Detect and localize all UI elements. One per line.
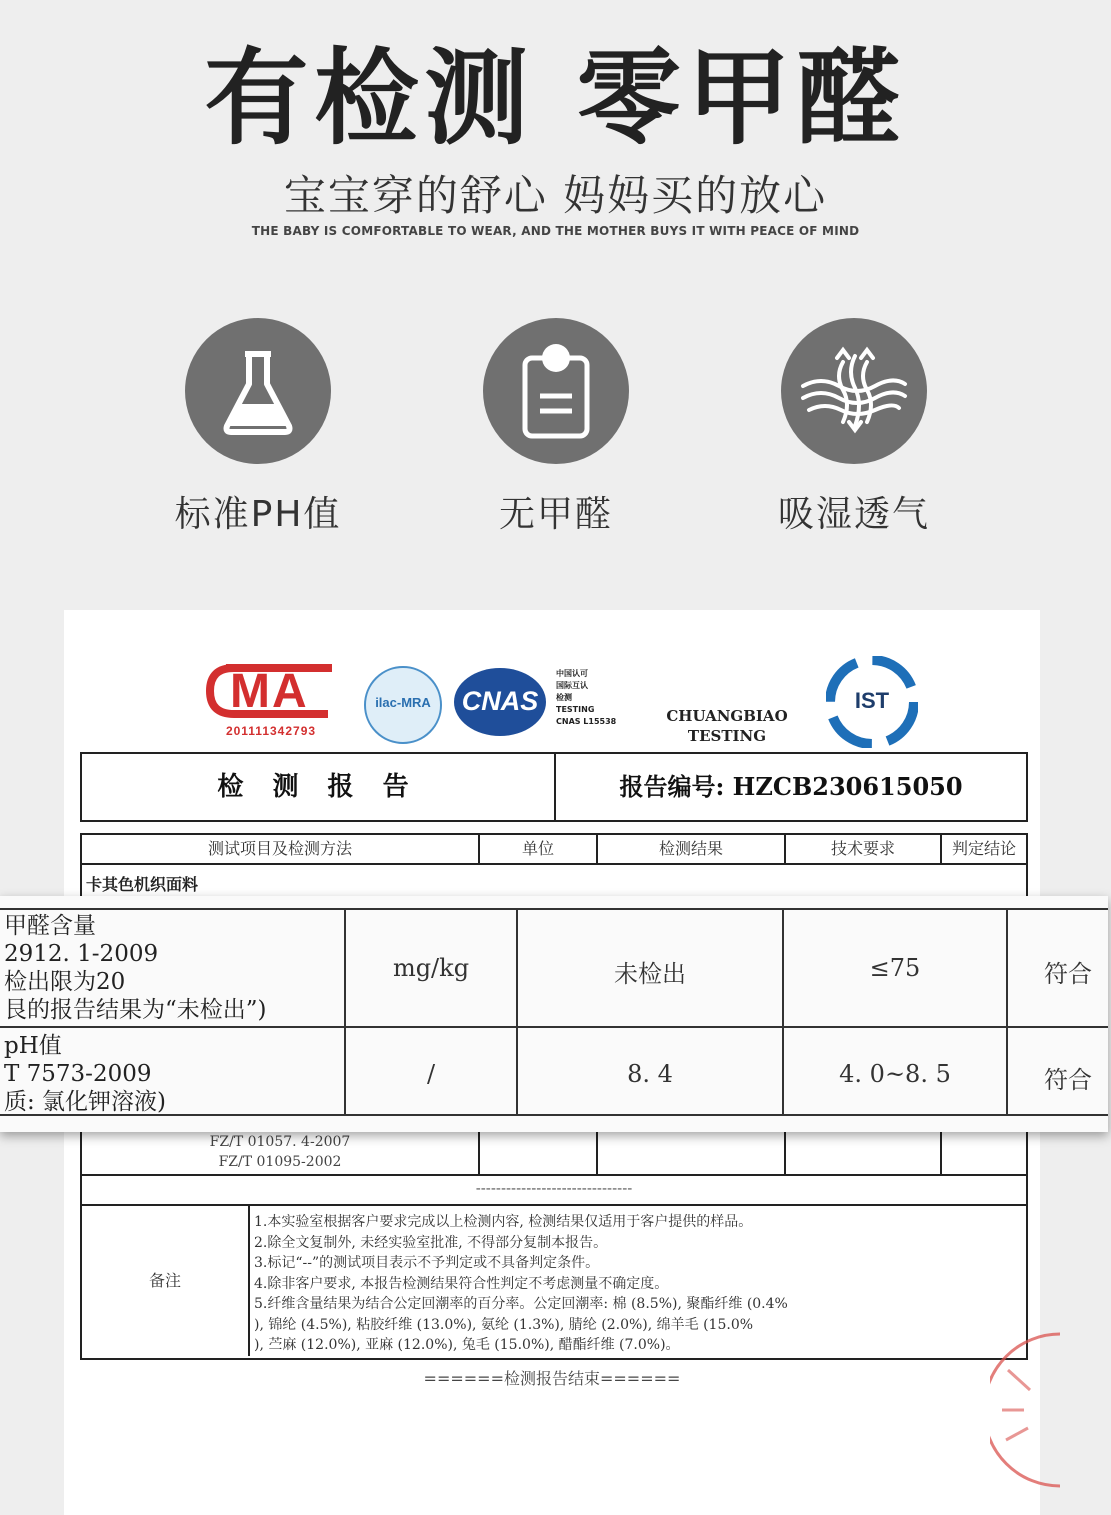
test-method: pH值 T 7573-2009 质: 氯化钾溶液): [4, 1033, 167, 1115]
feature-label: 吸湿透气: [777, 494, 930, 535]
cma-logo-text: MA: [230, 665, 309, 718]
remarks-label: 备注: [82, 1206, 250, 1356]
sample-name: 卡其色机织面料: [80, 865, 1028, 897]
verdict-cell: 符合: [1044, 960, 1092, 988]
column-header: 检测结果: [598, 835, 786, 863]
clipboard-icon: [483, 318, 629, 464]
row-line: [0, 908, 1108, 910]
requirement-cell: 4. 0~8. 5: [839, 1060, 951, 1088]
seal-stamp: [990, 1330, 1060, 1490]
feature-formaldehyde-free: [436, 318, 676, 537]
remark-line: 4.除非客户要求, 本报告检测结果符合性判定不考虑测量不确定度。: [254, 1275, 669, 1292]
cma-number: 201111342793: [225, 724, 317, 738]
unit-cell: mg/kg: [392, 954, 470, 982]
column-header: 判定结论: [951, 839, 1016, 858]
report-number: 报告编号: HZCB230615050: [619, 772, 963, 801]
ist-logo-text: IST: [854, 688, 890, 713]
hero-title: 有检测 零甲醛: [204, 37, 907, 159]
table-header: [80, 833, 1028, 865]
feature-breathable: [734, 318, 974, 537]
column-header: 技术要求: [786, 835, 942, 863]
separator-row: -------------------------------: [80, 1176, 1028, 1206]
feature-ph: [138, 318, 378, 537]
ist-logo: [826, 656, 918, 748]
remark-line: 5.纤维含量结果为结合公定回潮率的百分率。公定回潮率: 棉 (8.5%), 聚酯纤维 (0.4%: [254, 1296, 788, 1312]
ilac-logo: [364, 666, 442, 744]
row-line: [0, 1026, 1108, 1028]
airflow-icon: [781, 318, 927, 464]
report-title: 检 测 报 告: [217, 772, 419, 802]
ilac-logo-text: ilac-MRA: [375, 695, 431, 710]
feature-label: 标准PH值: [174, 494, 342, 535]
flask-icon: [185, 318, 331, 464]
hero-subtitle-en: THE BABY IS COMFORTABLE TO WEAR, AND THE MOTHER BUYS IT WITH PEACE OF MIND: [251, 224, 860, 238]
cma-logo: [206, 662, 336, 742]
hero-subtitle: 宝宝穿的舒心 妈妈买的放心: [283, 171, 828, 220]
unit-cell: /: [426, 1060, 436, 1088]
column-header: 测试项目及检测方法: [82, 835, 480, 863]
requirement-cell: ≤75: [869, 954, 921, 982]
report-header: [80, 752, 1028, 822]
feature-label: 无甲醛: [498, 494, 613, 535]
cnas-accreditation-text: 中国认可 国际互认 检测 TESTING CNAS L15538: [556, 669, 617, 726]
remark-line: 2.除全文复制外, 未经实验室批准, 不得部分复制本报告。: [254, 1234, 608, 1251]
cnas-logo: [454, 668, 546, 736]
remark-line: 1.本实验室根据客户要求完成以上检测内容, 检测结果仅适用于客户提供的样品。: [254, 1214, 753, 1230]
remark-line: ), 锦纶 (4.5%), 粘胶纤维 (13.0%), 氨纶 (1.3%), 腈纶 (2.0%), 绵羊毛 (15.0%: [254, 1316, 754, 1333]
result-cell: 未检出: [614, 960, 686, 988]
row-line: [0, 1114, 1108, 1116]
remark-line: ), 苎麻 (12.0%), 亚麻 (12.0%), 兔毛 (15.0%), 醋酯纤维 (7.0%)。: [254, 1337, 680, 1353]
test-method: 甲醛含量 2912. 1-2009 检出限为20 艮的报告结果为“未检出”): [4, 913, 267, 1023]
column-header: 单位: [480, 835, 598, 863]
method-list: FZ/T 01057. 4-2007 FZ/T 01095-2002: [209, 1134, 351, 1170]
magnified-results: [0, 896, 1108, 1132]
remark-line: 3.标记“--”的测试项目表示不予判定或不具备判定条件。: [254, 1255, 600, 1271]
lab-name: CHUANGBIAO TESTING: [666, 707, 788, 745]
remarks-text: [254, 1212, 1020, 1356]
remarks-section: [80, 1206, 1028, 1360]
result-cell: 8. 4: [627, 1060, 673, 1088]
report-end: ======检测报告结束======: [423, 1369, 681, 1388]
cnas-logo-text: CNAS: [461, 686, 539, 716]
verdict-cell: 符合: [1044, 1066, 1092, 1094]
